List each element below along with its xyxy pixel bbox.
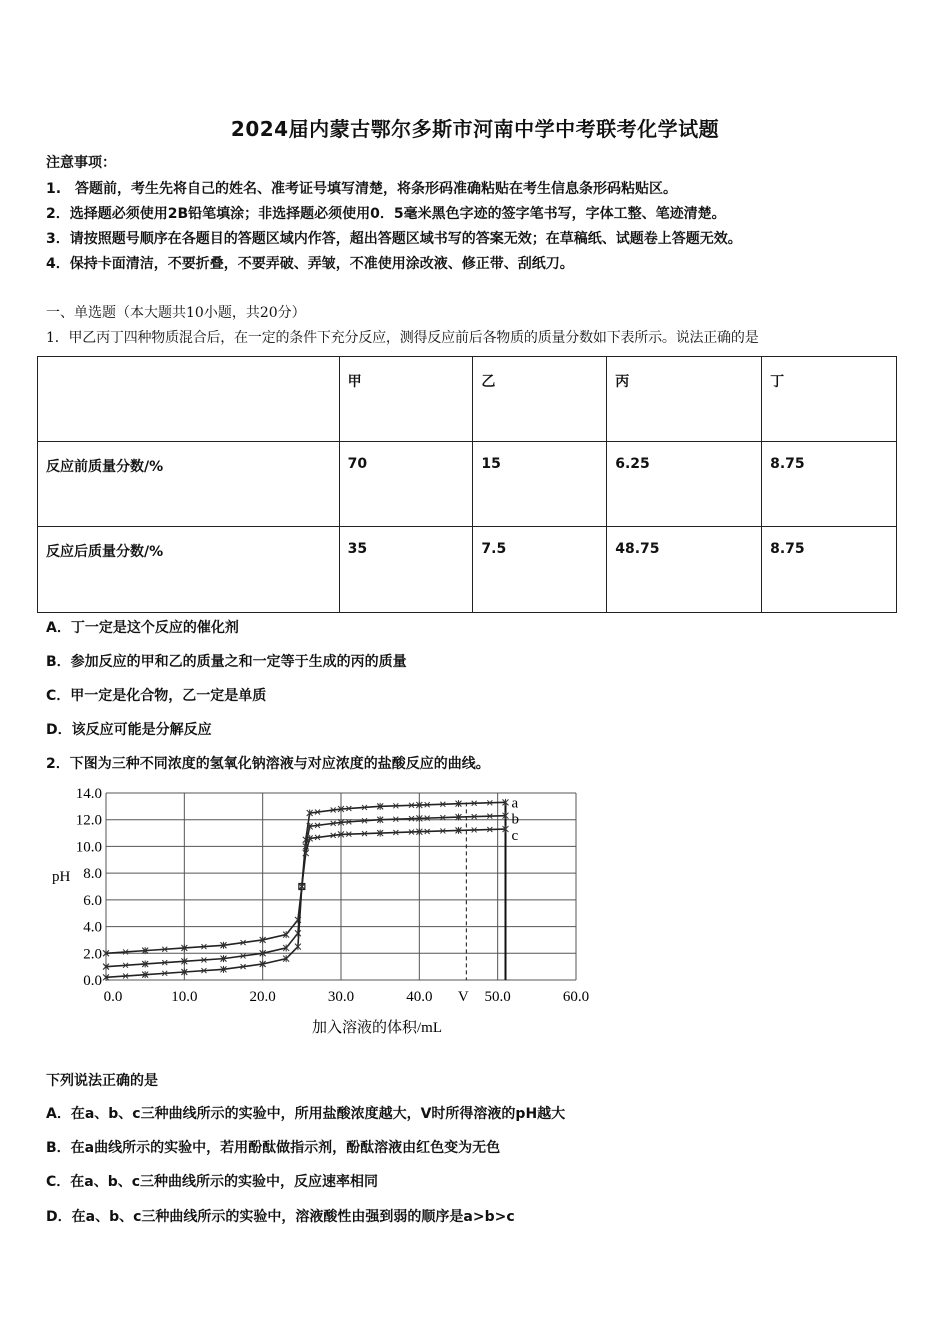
table-header-cell	[38, 357, 340, 442]
table-cell: 8.75	[762, 442, 897, 527]
series-label-b: b	[511, 811, 519, 828]
table-header-cell: 丁	[762, 357, 897, 442]
series-label-a: a	[511, 795, 519, 812]
table-cell: 8.75	[762, 527, 897, 613]
table-header-cell: 丙	[607, 357, 762, 442]
x-tick-label: 0.0	[103, 989, 123, 1005]
y-tick-label: 6.0	[83, 892, 102, 909]
x-tick-label: 40.0	[406, 989, 433, 1005]
q2-option-d: D．在a、b、c三种曲线所示的实验中，溶液酸性由强到弱的顺序是a>b>c	[46, 1209, 515, 1225]
notice-heading: 注意事项：	[46, 155, 116, 171]
table-cell: 反应后质量分数/%	[38, 527, 340, 613]
y-tick-label: 2.0	[83, 946, 102, 963]
x-axis-label: 加入溶液的体积/mL	[312, 1020, 442, 1036]
table-cell: 15	[473, 442, 607, 527]
table-header-cell: 甲	[339, 357, 473, 442]
y-tick-label: 4.0	[83, 919, 102, 936]
table-row	[38, 442, 897, 527]
x-tick-label: 60.0	[562, 989, 590, 1005]
y-axis-label: pH	[52, 869, 71, 885]
q1-stem: 1．甲乙丙丁四种物质混合后，在一定的条件下充分反应，测得反应前后各物质的质量分数如下表所示。说法正确的是	[46, 330, 759, 346]
notice-item-1: 1. 答题前，考生先将自己的姓名、准考证号填写清楚，将条形码准确粘贴在考生信息条形码粘贴区。	[46, 181, 678, 197]
y-tick-label: 0.0	[83, 973, 102, 989]
x-tick-label: 30.0	[327, 989, 355, 1005]
x-tick-labels	[104, 989, 590, 1005]
x-tick-label: 50.0	[484, 989, 511, 1005]
table-cell: 48.75	[607, 527, 762, 613]
q1-option-a: A．丁一定是这个反应的催化剂	[46, 620, 239, 636]
q1-option-b: B．参加反应的甲和乙的质量之和一定等于生成的丙的质量	[46, 654, 407, 670]
data-point	[303, 850, 309, 857]
q1-option-c: C．甲一定是化合物，乙一定是单质	[46, 688, 267, 704]
ph-titration-chart	[40, 780, 620, 1040]
x-tick-label: 20.0	[249, 989, 276, 1005]
table-cell: 70	[339, 442, 473, 527]
series-line-a	[106, 802, 506, 953]
x-tick-label: 10.0	[171, 989, 198, 1005]
table-row	[38, 527, 897, 613]
y-tick-label: 12.0	[75, 812, 102, 829]
series-label-c: c	[511, 828, 519, 845]
table-cell: 反应前质量分数/%	[38, 442, 340, 527]
notice-item-2: 2．选择题必须使用2B铅笔填涂；非选择题必须使用0．5毫米黑色字迹的签字笔书写，字体工整、笔迹清楚。	[46, 206, 726, 222]
notice-item-3: 3．请按照题号顺序在各题目的答题区域内作答，超出答题区域书写的答案无效；在草稿纸、试题卷上答题无效。	[46, 231, 742, 247]
q2-option-a: A．在a、b、c三种曲线所示的实验中，所用盐酸浓度越大，V时所得溶液的pH越大	[46, 1106, 566, 1122]
section-heading: 一、单选题（本大题共10小题，共20分）	[46, 305, 306, 321]
notice-item-4: 4．保持卡面清洁，不要折叠，不要弄破、弄皱，不准使用涂改液、修正带、刮纸刀。	[46, 256, 574, 272]
y-tick-label: 14.0	[75, 786, 102, 802]
x-tick-label: V	[457, 989, 469, 1005]
y-tick-label: 8.0	[83, 866, 102, 883]
y-tick-label: 10.0	[75, 839, 102, 856]
y-tick-labels	[76, 786, 102, 989]
page-title: 2024届内蒙古鄂尔多斯市河南中学中考联考化学试题	[230, 117, 720, 141]
table-cell: 6.25	[607, 442, 762, 527]
data-point	[295, 943, 301, 950]
table-header-row	[38, 357, 897, 442]
table-cell: 35	[339, 527, 473, 613]
q1-table	[37, 356, 897, 613]
q1-option-d: D．该反应可能是分解反应	[46, 722, 212, 738]
table-header-cell: 乙	[473, 357, 607, 442]
table-cell: 7.5	[473, 527, 607, 613]
q2-followup: 下列说法正确的是	[46, 1073, 158, 1089]
q2-option-b: B．在a曲线所示的实验中，若用酚酞做指示剂，酚酞溶液由红色变为无色	[46, 1140, 501, 1156]
q2-stem: 2．下图为三种不同浓度的氢氧化钠溶液与对应浓度的盐酸反应的曲线。	[46, 756, 490, 772]
q2-option-c: C．在a、b、c三种曲线所示的实验中，反应速率相同	[46, 1174, 379, 1190]
